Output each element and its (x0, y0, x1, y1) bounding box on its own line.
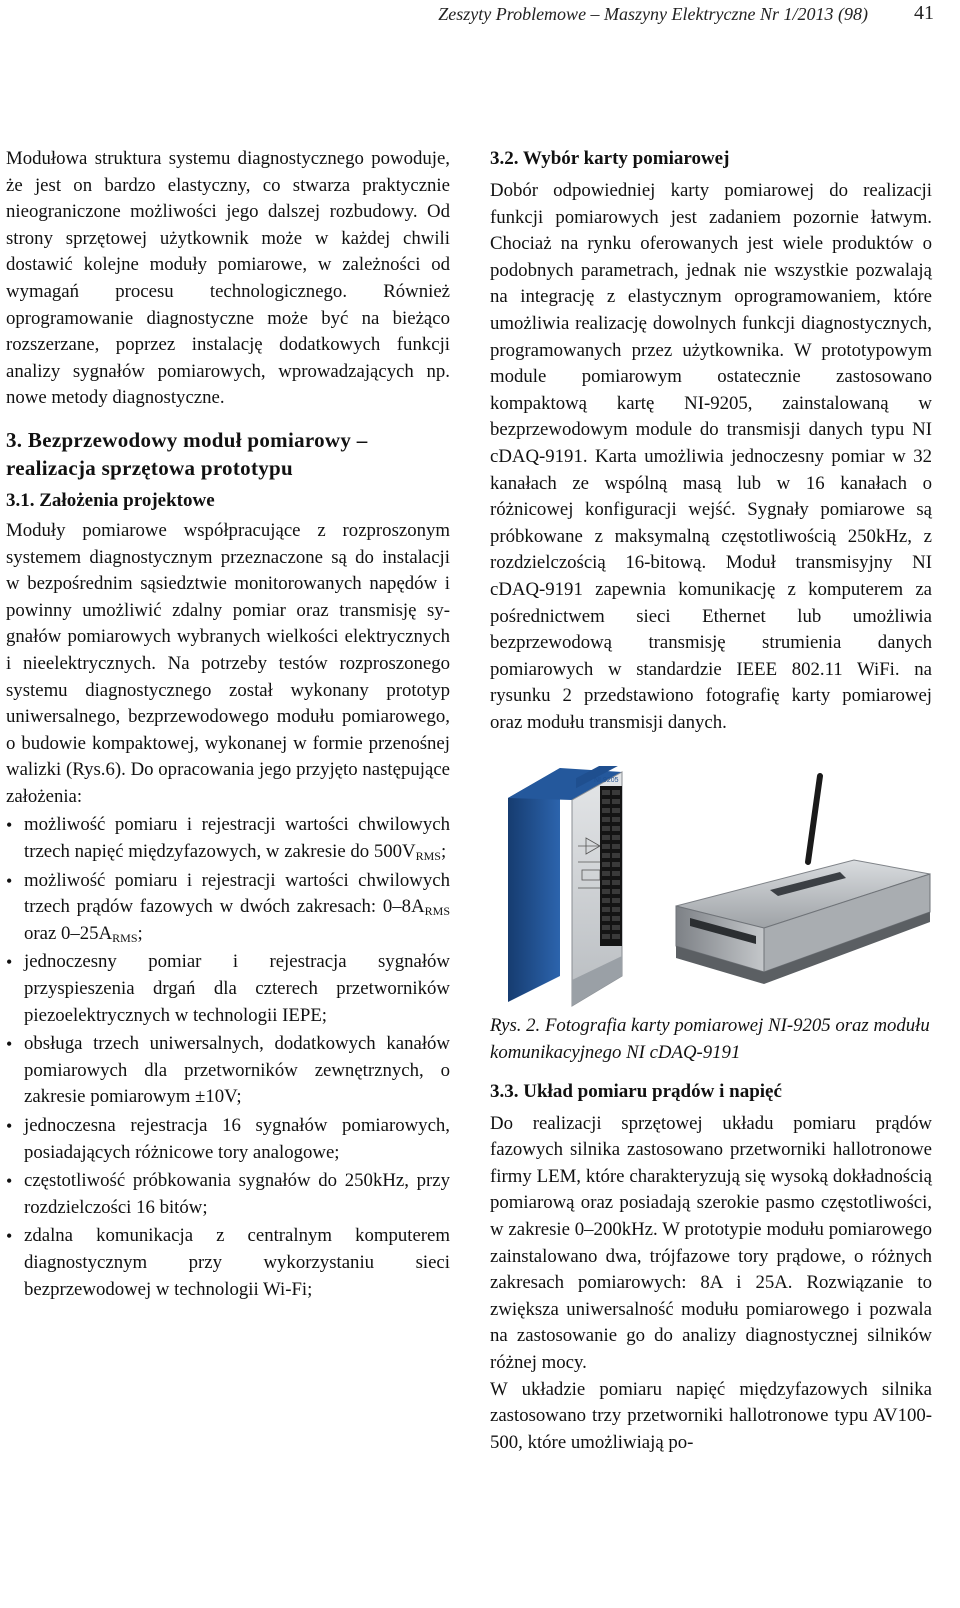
intro-paragraph: Modułowa struktura systemu diagnostycznego powoduje, że jest on bardzo elastyczny, co stwarza praktycznie nieograniczone możliwości jego dalszej rozbudowy. Od strony sprzętowej użytkownik może w każdej chwili dostawić kolejne moduły pomiarowe, w zależności od wymagań procesu technologicznego. Również oprogramowanie diagnostyczne może być na bieżąco rozszerzane, poprzez instalację dodatkowych funkcji analizy sygnałów pomiarowych, wprowadzających np. nowe metody diagnostyczne. (6, 148, 450, 409)
list-item-text: możliwość pomiaru i rejestracji wartości chwilowych trzech prądów fazowych w dwóch zakresach: 0–8A (24, 869, 450, 918)
list-item (6, 812, 450, 865)
bullet-icon: • (6, 952, 13, 973)
list-item (6, 1113, 450, 1166)
bullet-icon: • (6, 1116, 13, 1136)
list-item-text: możliwość pomiaru i rejestracji wartości chwilowych trzech napięć międzyfazowych, w zakresie do 500V (24, 814, 450, 863)
section-3-heading: 3. Bezprzewodowy moduł pomiarowy – realizacja sprzętowa prototypu (6, 427, 368, 480)
cdaq-9191-module (676, 776, 930, 984)
section-3-2-heading: 3.2. Wybór karty pomiarowej (490, 148, 730, 169)
subscript: RMS (112, 930, 138, 945)
left-column (6, 146, 450, 1303)
list-item-text: oraz 0–25A (24, 922, 113, 944)
list-item-text: obsługa trzech uniwersalnych, dodatkowych kanałów pomiarowych dla przetworników zewnętrznych, o zakresie pomiarowym ±10V; (24, 1033, 450, 1108)
list-item-end: ; (440, 841, 447, 863)
section-3-3-heading: 3.3. Układ pomiaru prądów i napięć (490, 1080, 782, 1102)
right-column (490, 146, 932, 1456)
bullet-icon: • (6, 1034, 13, 1055)
section-3-3-paragraph-2: W układzie pomiaru napięć międzyfazowych silnika zastosowano trzy przetworniki hallotronowe typu AV100-500, które umożliwiają po- (490, 1378, 932, 1453)
section-3-1-paragraph: Moduły pomiarowe współpracujące z rozproszonym systemem diagnostycznym przeznaczone są do instalacji w bezpośrednim sąsiedztwie monitorowanych napędów i powinny umożliwić zdalny pomiar oraz transmisję sygnałów pomiarowych wybranych wielkości elektrycznych i nieelektrycznych. Na potrzeby testów rozproszonego systemu diagnostycznego został wykonany prototyp uniwersalnego, bezprzewodowego modułu pomiarowego, o budowie kompaktowej, wykonanej w formie przenośnej walizki (Rys.6). Do opracowania jego przyjęto następujące założenia: (6, 519, 450, 807)
list-item (6, 1168, 450, 1221)
journal-title: Zeszyty Problemowe – Maszyny Elektryczne Nr 1/2013 (98) (438, 4, 868, 24)
section-3-3-paragraph-1: Do realizacji sprzętowej układu pomiaru prądów fazowych silnika zastosowano przetworniki hallotronowe firmy LEM, które charakteryzują się wysoką dokładnością pomiarową oraz posiadają szerokie pasmo częstotliwości, w zakresie 0–200kHz. W prototypie modułu pomiarowego zainstalowano dwa, trójfazowe tory prądowe, o różnych zakresach pomiarowych: 8A i 25A. Rozwiązanie to zwiększa uniwersalność modułu pomiarowego i pozwala na zastosowanie go do analizy diagnostycznej silników różnej mocy. (490, 1112, 932, 1373)
figure-illustration (490, 766, 932, 1011)
requirements-list (6, 812, 450, 1303)
page-header (0, 0, 960, 40)
subscript: RMS (424, 904, 450, 919)
module-side (508, 768, 560, 1002)
bullet-icon: • (6, 815, 13, 836)
antenna (808, 776, 820, 862)
bullet-icon: • (6, 870, 13, 891)
subscript: RMS (415, 849, 441, 864)
ni-9205-module (508, 766, 622, 1006)
figure-photo (490, 766, 932, 1011)
list-item-text: jednoczesny pomiar i rejestracja sygnałów przyspieszenia drgań dla czterech przetworników piezoelektrycznych w technologii IEPE; (24, 951, 450, 1026)
section-3-1-heading: 3.1. Założenia projektowe (6, 489, 215, 511)
list-item-end: ; (137, 922, 143, 944)
list-item-text: częstotliwość próbkowania sygnałów do 250kHz, przy rozdzielczości 16 bitów; (24, 1170, 450, 1218)
module-model-label: NI 9205 (594, 777, 619, 785)
bullet-icon: • (6, 1171, 13, 1192)
bullet-icon: • (6, 1226, 13, 1247)
page-number: 41 (914, 2, 934, 24)
list-item (6, 949, 450, 1029)
list-item (6, 868, 450, 948)
list-item-text: jednoczesna rejestracja 16 sygnałów pomiarowych, posiadających różnicowe tory analogowe; (24, 1115, 450, 1163)
figure-caption: Rys. 2. Fotografia karty pomiarowej NI-9205 oraz modułu komunikacyjnego NI cDAQ-9191 (490, 1015, 930, 1064)
list-item (6, 1223, 450, 1303)
list-item-text: zdalna komunikacja z centralnym komputerem diagnostycznym przy wykorzystaniu sieci bezprzewodowej w technologii Wi-Fi; (24, 1225, 450, 1300)
section-3-2-paragraph: Dobór odpowiedniej karty pomiarowej do realizacji funkcji pomiarowych jest zadaniem pozornie łatwym. Chociaż na rynku oferowanych jest wiele produktów o podobnych parametrach, jednak nie wszystkie pozwalają na integrację z elastycznym oprogramowaniem, które umożliwia realizację dowolnych funkcji diagnostycznych, programowanych przez użytkownika. W prototypowym module pomiarowym ostatecznie zastosowano kompaktową kartę NI-9205, zainstalowaną w bezprzewodowym module do transmisji danych typu NI cDAQ-9191. Karta umożliwia jednoczesny pomiar w 32 kanałach ze wspólną masą lub w 16 kanałach o różnicowej konfiguracji wejść. Sygnały pomiarowe są próbkowane z maksymalną częstotliwością 250kHz, z rozdzielczością 16-bitową. Moduł transmisyjny NI cDAQ-9191 zapewnia komunikację z komputerem za pośrednictwem sieci Ethernet lub umożliwia bezprzewodową transmisję strumienia danych pomiarowych w standardzie IEEE 802.11 WiFi. na rysunku 2 przedstawiono fotografię karty pomiarowej oraz modułu transmisji danych. (490, 180, 932, 733)
list-item (6, 1031, 450, 1111)
